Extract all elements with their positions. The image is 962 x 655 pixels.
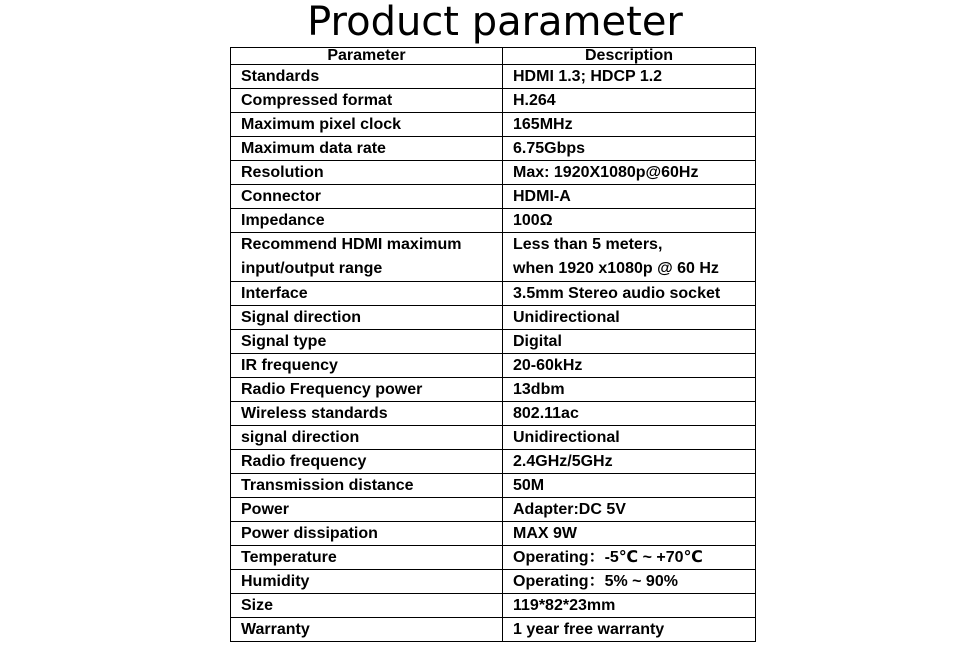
parameter-cell: Connector (231, 185, 503, 209)
description-cell: Max: 1920X1080p@60Hz (503, 161, 756, 185)
parameter-cell: Interface (231, 282, 503, 306)
parameter-line: input/output range (241, 260, 383, 277)
table-row (231, 426, 756, 450)
parameter-cell: Maximum data rate (231, 137, 503, 161)
parameter-cell: Size (231, 594, 503, 618)
description-cell: 100Ω (503, 209, 756, 233)
parameter-cell (231, 233, 503, 282)
column-header-description: Description (503, 48, 756, 65)
table-row (231, 209, 756, 233)
parameter-cell: Power dissipation (231, 522, 503, 546)
description-cell: 802.11ac (503, 402, 756, 426)
description-line: Less than 5 meters, (513, 236, 663, 253)
parameter-cell: Radio frequency (231, 450, 503, 474)
table-row (231, 474, 756, 498)
description-cell: HDMI 1.3; HDCP 1.2 (503, 65, 756, 89)
description-cell: 1 year free warranty (503, 618, 756, 642)
description-cell: 6.75Gbps (503, 137, 756, 161)
table-row (231, 618, 756, 642)
table-row (231, 161, 756, 185)
parameter-cell: Humidity (231, 570, 503, 594)
table-row (231, 522, 756, 546)
parameter-cell: IR frequency (231, 354, 503, 378)
table-row (231, 185, 756, 209)
parameter-cell: Transmission distance (231, 474, 503, 498)
table-row (231, 306, 756, 330)
description-cell: Digital (503, 330, 756, 354)
parameter-cell: Wireless standards (231, 402, 503, 426)
parameter-table (230, 47, 756, 642)
parameter-cell: Radio Frequency power (231, 378, 503, 402)
parameter-cell: Maximum pixel clock (231, 113, 503, 137)
description-cell: Unidirectional (503, 306, 756, 330)
table-row (231, 378, 756, 402)
description-cell: 13dbm (503, 378, 756, 402)
description-cell: Operating：5% ~ 90% (503, 570, 756, 594)
table-row (231, 498, 756, 522)
parameter-cell: Signal type (231, 330, 503, 354)
description-cell: MAX 9W (503, 522, 756, 546)
table-row (231, 233, 756, 282)
description-cell: 20-60kHz (503, 354, 756, 378)
parameter-cell: signal direction (231, 426, 503, 450)
description-cell: H.264 (503, 89, 756, 113)
description-cell: 2.4GHz/5GHz (503, 450, 756, 474)
description-cell (503, 233, 756, 282)
table-row (231, 594, 756, 618)
parameter-cell: Temperature (231, 546, 503, 570)
table-row (231, 570, 756, 594)
page-title: Product parameter (307, 0, 683, 45)
parameter-cell: Power (231, 498, 503, 522)
table-row (231, 330, 756, 354)
table-row (231, 354, 756, 378)
description-cell: 3.5mm Stereo audio socket (503, 282, 756, 306)
description-cell: 165MHz (503, 113, 756, 137)
table-row (231, 450, 756, 474)
parameter-cell: Standards (231, 65, 503, 89)
table-row (231, 89, 756, 113)
table-header-row (231, 48, 756, 65)
parameter-cell: Compressed format (231, 89, 503, 113)
parameter-line: Recommend HDMI maximum (241, 236, 462, 253)
table-row (231, 546, 756, 570)
table-row (231, 282, 756, 306)
table-row (231, 65, 756, 89)
description-cell: 50M (503, 474, 756, 498)
description-line: when 1920 x1080p @ 60 Hz (513, 260, 719, 277)
parameter-cell: Resolution (231, 161, 503, 185)
column-header-parameter: Parameter (231, 48, 503, 65)
table-row (231, 402, 756, 426)
table-row (231, 137, 756, 161)
parameter-cell: Impedance (231, 209, 503, 233)
description-cell: Adapter:DC 5V (503, 498, 756, 522)
description-cell: Operating：-5℃ ~ +70℃ (503, 546, 756, 570)
description-cell: Unidirectional (503, 426, 756, 450)
description-cell: HDMI-A (503, 185, 756, 209)
parameter-cell: Warranty (231, 618, 503, 642)
parameter-cell: Signal direction (231, 306, 503, 330)
table-row (231, 113, 756, 137)
description-cell: 119*82*23mm (503, 594, 756, 618)
